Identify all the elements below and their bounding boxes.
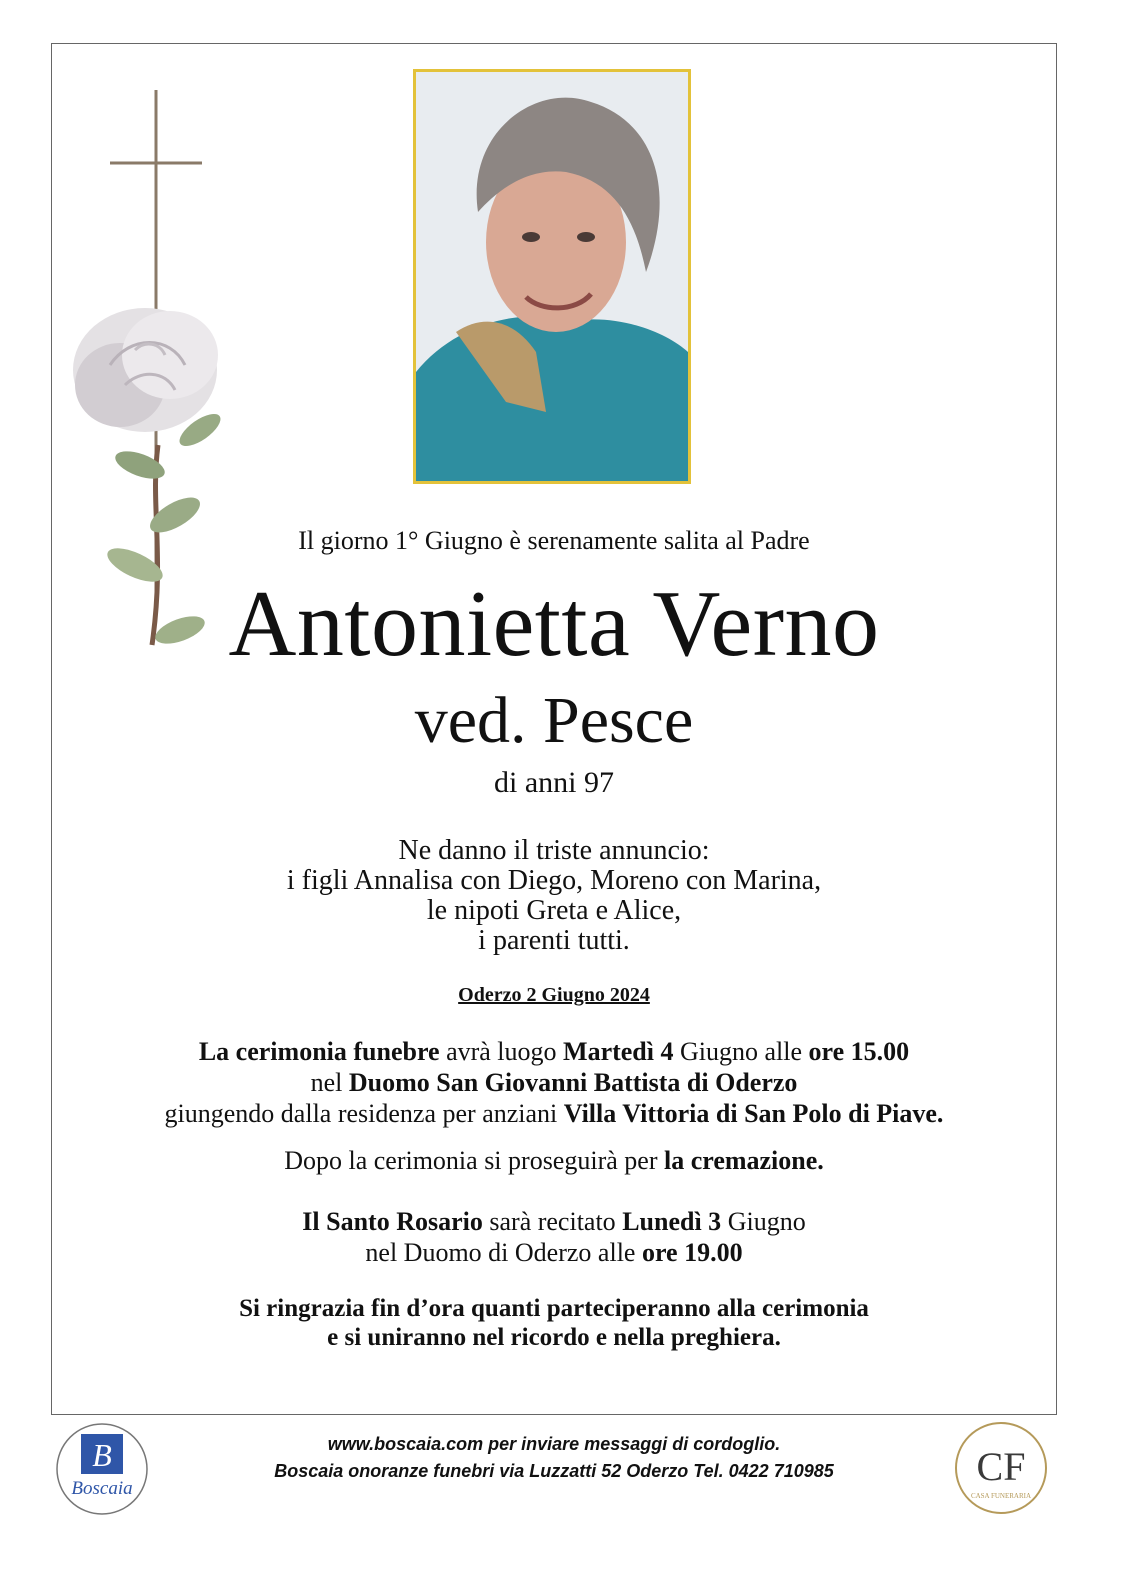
ceremony-label: La cerimonia funebre [198,1037,440,1066]
ceremony-line [51,1036,1057,1067]
ceremony-day: Martedì 4 [563,1037,674,1066]
casa-funeraria-caption: CASA FUNERARIA [970,1492,1032,1500]
rosary-block [51,1206,1057,1268]
portrait-image-icon [416,72,688,481]
place-date: Oderzo 2 Giugno 2024 [458,984,650,1006]
boscaia-logo-icon [55,1422,149,1516]
ceremony-time: ore 15.00 [808,1037,910,1066]
ceremony-church: Duomo San Giovanni Battista di Oderzo [348,1068,798,1097]
rosary-line [51,1237,1057,1268]
thanks-line: e si uniranno nel ricordo e nella preghiera. [327,1324,781,1351]
rosary-line [51,1206,1057,1237]
footer-website-line: www.boscaia.com per inviare messaggi di cordoglio. [327,1434,781,1454]
casa-funeraria-letters: CF [976,1444,1026,1489]
rosary-day: Lunedì 3 [622,1207,722,1236]
rosary-text: sarà recitato [482,1207,623,1236]
boscaia-logo-name: Boscaia [71,1478,133,1499]
thanks-line: Si ringrazia fin d’ora quanti parteciperanno alla cerimonia [239,1295,869,1322]
ceremony-text: giungendo dalla residenza per anziani [164,1099,564,1128]
thanks-block [51,1294,1057,1352]
ceremony-block [51,1036,1057,1129]
cremation-text: la cremazione. [663,1146,824,1175]
rosary-text: nel Duomo di Oderzo alle [365,1238,642,1267]
rosary-label: Il Santo Rosario [302,1207,483,1236]
ceremony-line [51,1067,1057,1098]
rosary-time: ore 19.00 [641,1238,743,1267]
portrait-photo [413,69,691,484]
footer-address-line: Boscaia onoranze funebri via Luzzatti 52 Oderzo Tel. 0422 710985 [274,1461,834,1481]
ceremony-text: Giugno alle [673,1037,809,1066]
age-text: di anni 97 [494,766,614,799]
casa-funeraria-logo-icon [953,1420,1049,1516]
boscaia-logo-letter: B [92,1437,112,1473]
announcement-block [51,836,1057,956]
announcement-line: le nipoti Greta e Alice, [426,895,682,926]
intro-text: Il giorno 1° Giugno è serenamente salita al Padre [298,526,810,555]
ceremony-line [51,1098,1057,1129]
ceremony-text: nel [310,1068,349,1097]
rosary-text: Giugno [721,1207,806,1236]
announcement-lead: Ne danno il triste annuncio: [398,835,710,866]
widow-name: ved. Pesce [414,684,694,757]
ceremony-text: avrà luogo [439,1037,564,1066]
announcement-line: i figli Annalisa con Diego, Moreno con Marina, [286,865,822,896]
deceased-name: Antonietta Verno [228,572,880,676]
after-ceremony [51,1145,1057,1176]
ceremony-residence: Villa Vittoria di San Polo di Piave. [563,1099,944,1128]
after-text: Dopo la cerimonia si proseguirà per [284,1146,664,1175]
announcement-line: i parenti tutti. [478,925,630,956]
